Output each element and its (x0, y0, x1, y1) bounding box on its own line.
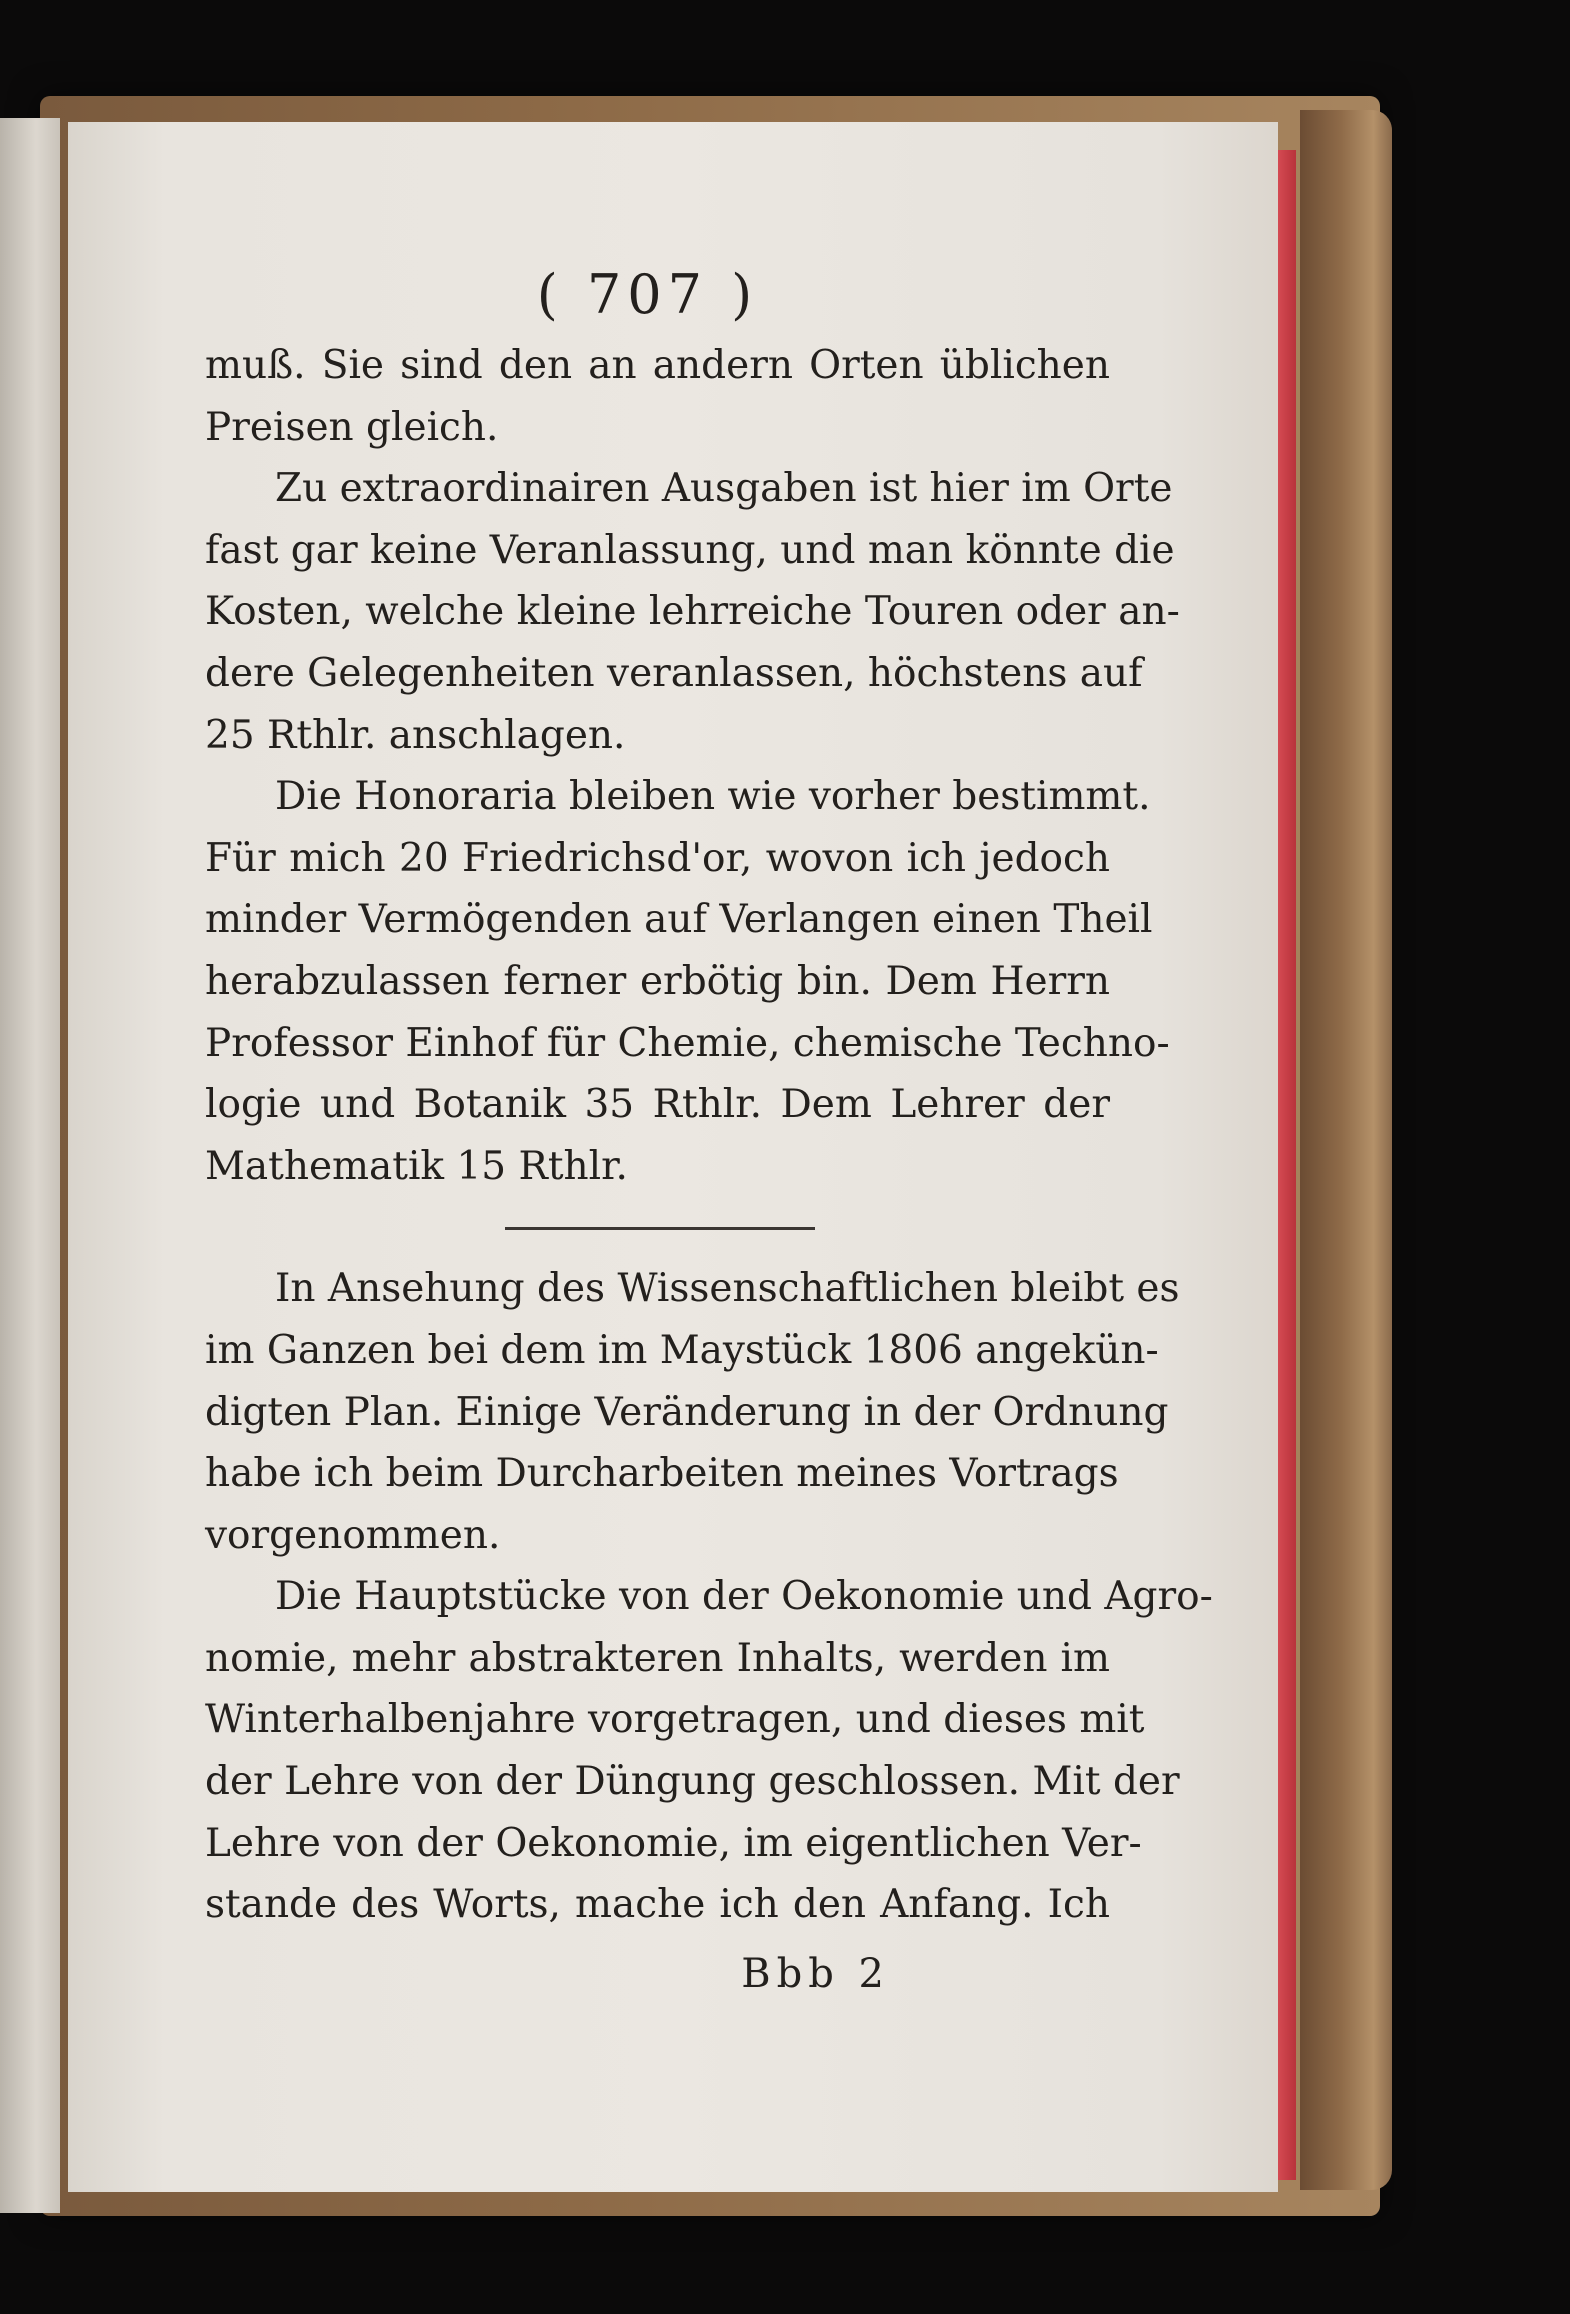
text-line: Die Honoraria bleiben wie vorher bestimmt. (275, 774, 1151, 820)
text-line: muß. Sie sind den an andern Orten üblichen (205, 343, 1110, 388)
text-line: Mathematik 15 Rthlr. (205, 1143, 628, 1189)
text-line: Zu extraordinairen Ausgaben ist hier im Orte (275, 466, 1173, 512)
text-line: 25 Rthlr. anschlagen. (205, 712, 626, 758)
paragraph (205, 335, 1110, 458)
text-line: In Ansehung des Wissenschaftlichen bleibt es (275, 1266, 1180, 1312)
text-line: Kosten, welche kleine lehrreiche Touren oder an- (205, 589, 1180, 635)
paragraph (205, 1566, 1213, 1936)
text-line: Winterhalbenjahre vorgetragen, und dieses mit (205, 1697, 1145, 1743)
paragraph (205, 766, 1170, 1197)
text-line: herabzulassen ferner erbötig bin. Dem Herrn (205, 958, 1110, 1004)
page-number: ( 707 ) (536, 263, 759, 326)
text-line: minder Vermögenden auf Verlangen einen Theil (205, 897, 1153, 943)
text-line: digten Plan. Einige Veränderung in der Ordnung (205, 1389, 1169, 1435)
text-line: Preisen gleich. (205, 404, 499, 450)
book-spine-edge (1300, 110, 1392, 2190)
text-line: Professor Einhof für Chemie, chemische Techno- (205, 1020, 1170, 1066)
text-line: stande des Worts, mache ich den Anfang. Ich (205, 1882, 1110, 1928)
signature-mark: Bbb 2 (741, 1950, 890, 1997)
page-content (205, 255, 1213, 2004)
text-line: Die Hauptstücke von der Oekonomie und Agro- (275, 1574, 1213, 1620)
paragraph (205, 458, 1180, 766)
text-body (205, 335, 1213, 1936)
text-line: Für mich 20 Friedrichsd'or, wovon ich jedoch (205, 835, 1110, 881)
text-line: nomie, mehr abstrakteren Inhalts, werden im (205, 1635, 1110, 1681)
text-line: fast gar keine Veranlassung, und man könnte die (205, 527, 1175, 573)
text-line: logie und Botanik 35 Rthlr. Dem Lehrer der (205, 1082, 1110, 1128)
text-line: habe ich beim Durcharbeiten meines Vortrags (205, 1451, 1119, 1497)
text-line: dere Gelegenheiten veranlassen, höchstens auf (205, 650, 1143, 696)
text-line: vorgenommen. (205, 1512, 501, 1558)
paragraph (205, 1258, 1180, 1566)
text-line: der Lehre von der Düngung geschlossen. Mit der (205, 1759, 1180, 1805)
facing-page-edge (0, 118, 60, 2213)
red-page-edge (1278, 150, 1296, 2180)
text-line: Lehre von der Oekonomie, im eigentlichen Ver- (205, 1820, 1142, 1866)
section-divider (505, 1227, 815, 1230)
text-line: im Ganzen bei dem im Maystück 1806 angekün- (205, 1327, 1159, 1373)
